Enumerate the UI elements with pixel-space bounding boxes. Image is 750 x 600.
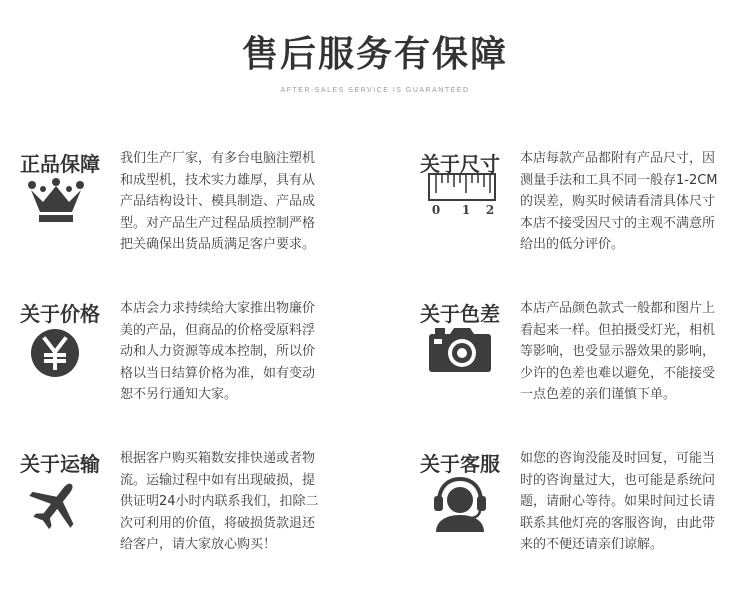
section-description [520,298,740,406]
section-heading: 关于尺寸 [420,152,500,176]
section-shipping [20,448,350,558]
section-heading: 关于运输 [20,452,100,476]
yen-icon [30,328,80,382]
description-line: 次可利用的价值，将破损货款退还 [120,515,316,531]
section-price [20,298,350,408]
description-line: 一点色差的亲们谨慎下单。 [520,387,677,402]
description-line: 测量手法和工具不同一般存1-2CM [520,172,718,188]
description-line: 把关确保出货品质满足客户要求。 [120,237,316,252]
description-line: 本店不接受因尺寸的主观不满意所 [520,215,716,231]
crown-icon [28,178,84,228]
description-line: 给客户，请大家放心购买！ [120,537,277,552]
description-line: 根据客户购买箱数安排快递或者物 [120,451,316,466]
description-line: 和成型机，技术实力雄厚，具有从 [120,172,316,188]
description-line: 我们生产厂家，有多台电脑注塑机 [120,151,316,166]
description-line: 时的咨询量过大，也可能是系统问 [520,472,716,488]
description-line: 型。对产品生产过程品质控制严格 [120,215,316,231]
page-subtitle: AFTER-SALES SERVICE IS GUARANTEED [280,87,470,94]
description-line: 格以当日结算价格为准，如有变动 [120,365,316,381]
section-heading: 关于色差 [420,302,500,326]
description-line: 美的产品，但商品的价格受原料浮 [120,322,316,338]
section-heading: 关于价格 [20,302,100,326]
description-line: 供证明24小时内联系我们，扣除二 [120,494,319,509]
description-line: 本店会力求持续给大家推出物廉价 [120,301,316,316]
section-authentic-guarantee [20,148,350,258]
ruler-label: 2 [485,203,495,217]
description-line: 给出的低分评价。 [520,237,625,252]
description-line: 本店产品颜色款式一般都和图片上 [520,301,716,316]
section-color-difference [420,298,740,408]
ruler-label: 1 [461,203,471,217]
description-line: 的误差，购买时候请看清具体尺寸 [520,194,716,209]
section-size [420,148,740,258]
section-description [120,448,350,556]
description-line: 如您的咨询没能及时回复，可能当 [520,451,716,466]
section-description [520,448,740,556]
section-heading: 正品保障 [20,152,100,176]
headset-agent-icon [430,476,490,536]
description-line: 流。运输过程中如有出现破损，提 [120,472,316,488]
ruler-label: 0 [431,203,441,217]
section-description [120,298,350,406]
description-line: 恕不另行通知大家。 [120,387,238,402]
description-line: 本店每款产品都附有产品尺寸，因 [520,151,716,166]
description-line: 联系其他灯亮的客服咨询，由此带 [520,515,716,531]
description-line: 题，请耐心等待。如果时间过长请 [520,494,716,509]
description-line: 产品结构设计、模具制造、产品成 [120,194,316,209]
ruler-icon [428,173,498,223]
description-line: 少许的色差也难以避免，不能接受 [520,365,716,381]
page-title: 售后服务有保障 [241,34,508,75]
section-customer-service [420,448,740,558]
description-line: 动和人力资源等成本控制，所以价 [120,344,316,359]
description-line: 看起来一样。但拍摄受灯光，相机 [520,322,716,338]
description-line: 等影响，也受显示器效果的影响， [520,344,716,359]
section-description [520,148,740,256]
description-line: 来的不便还请亲们谅解。 [520,537,664,552]
section-description [120,148,350,256]
section-heading: 关于客服 [420,452,500,476]
camera-icon [428,326,492,378]
airplane-icon [26,478,86,534]
